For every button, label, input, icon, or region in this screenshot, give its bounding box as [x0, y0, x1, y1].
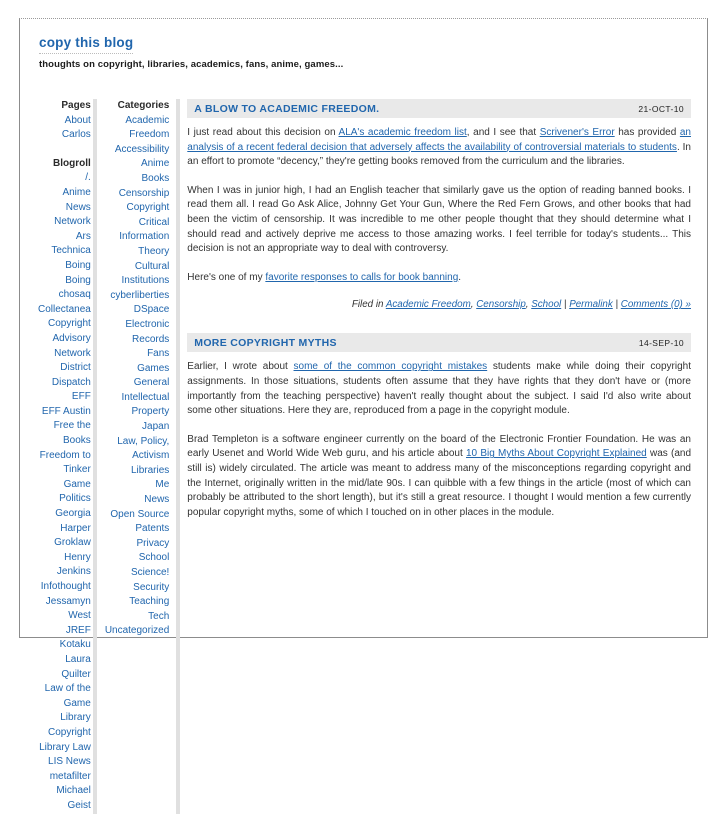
post-date: 21-OCT-10	[638, 104, 684, 114]
inline-link[interactable]: favorite responses to calls for book banning	[265, 271, 459, 283]
sidebar-link[interactable]: Jessamyn West	[45, 595, 91, 622]
sidebar-link[interactable]: Infothought	[40, 581, 91, 592]
text-run: Filed in	[351, 299, 386, 311]
sidebar-link[interactable]: Freedom to Tinker	[39, 449, 91, 476]
sidebar-link[interactable]: About Carlos	[61, 114, 91, 141]
blog-header	[20, 19, 707, 70]
sidebar-heading-pages: Pages	[61, 100, 91, 111]
text-run: .	[458, 271, 462, 283]
sidebar-link[interactable]: Free the Books	[53, 420, 91, 447]
sidebar-link[interactable]: Collectanea	[38, 303, 91, 315]
category-link[interactable]: Open Source	[110, 508, 170, 520]
category-link[interactable]: Games	[137, 362, 170, 374]
category-link[interactable]: Censorship	[118, 187, 170, 199]
category-link[interactable]: cyberliberties	[110, 289, 170, 301]
text-run: When I was in junior high, I had an English teacher that similarly gave us the option of reading banned books. I read them all. I read Go Ask Alice, Johnny Get Your Gun, Where the Red Fern Grows, and other books that had been the victim of censorship. It was incredible to me other people thought that they should determine what I should read and actively deprive me access to those amazing works. I feel terrible for today's students... This decision is not an appropriate way to deal with controversy.	[187, 184, 691, 255]
sidebar-link[interactable]: Law of the Game	[44, 683, 91, 709]
post-paragraph	[187, 126, 691, 170]
category-link[interactable]: Academic Freedom	[125, 114, 170, 141]
category-link[interactable]: News	[144, 494, 170, 506]
text-run: ,	[525, 299, 532, 311]
inline-link[interactable]: some of the common copyright mistakes	[293, 361, 488, 373]
sidebar-link[interactable]: chosaq	[58, 289, 91, 301]
text-run: students make while doing their copyright assignments. In those situations, students often assume that they have rights that they don't have or (more importantly from the teaching perspective) haven't really thought about the subject. I said I'd also write about some other situations. Here they are, reproduced from a page in the copyright module.	[187, 361, 691, 417]
category-link[interactable]: Libraries	[130, 464, 170, 476]
category-link[interactable]: Copyright	[126, 202, 170, 214]
column-separator	[93, 99, 97, 814]
blog-post	[187, 333, 691, 520]
sidebar-categories-column	[105, 99, 169, 814]
category-link[interactable]: Uncategorized	[104, 625, 170, 637]
column-separator	[176, 99, 180, 814]
blog-post	[187, 99, 691, 310]
category-link[interactable]: Cultural Institutions	[121, 260, 170, 287]
category-link[interactable]: Books	[141, 172, 170, 184]
inline-link[interactable]: Censorship	[476, 299, 526, 311]
sidebar-link[interactable]: Anime News Network	[54, 186, 91, 228]
sidebar-link[interactable]: Georgia Harper	[55, 508, 91, 534]
inline-link[interactable]: an analysis of a recent federal decision that adversely affects the availability of controversial materials to students	[187, 127, 691, 153]
inline-link[interactable]: School	[531, 299, 562, 311]
sidebar-link[interactable]: EFF	[71, 391, 91, 403]
text-run: has provided	[614, 127, 680, 138]
text-run: Here's one of my	[187, 271, 266, 283]
category-link[interactable]: Critical Information Theory	[119, 216, 170, 257]
category-link[interactable]: DSpace	[133, 304, 170, 316]
category-link[interactable]: Privacy	[136, 537, 170, 549]
sidebar-heading-blogroll: Blogroll	[53, 157, 91, 169]
sidebar-link[interactable]: Game Politics	[59, 478, 91, 505]
category-link[interactable]: General	[133, 377, 170, 389]
blog-page-container	[19, 18, 708, 811]
post-title-bar	[187, 333, 691, 352]
sidebar-link[interactable]: /.	[85, 172, 91, 184]
post-paragraph	[187, 184, 691, 257]
category-link[interactable]: Security	[133, 581, 170, 593]
sidebar-link[interactable]: Ars Technica	[51, 230, 91, 257]
post-title-link[interactable]: MORE COPYRIGHT MYTHS	[194, 337, 337, 350]
sidebar-link[interactable]: Henry Jenkins	[56, 551, 91, 578]
text-run: ,	[470, 299, 477, 311]
category-link[interactable]: Intellectual Property	[121, 391, 170, 418]
post-date: 14-SEP-10	[638, 338, 684, 349]
text-run: Earlier, I wrote about	[187, 361, 294, 373]
text-run: Brad Templeton is a software engineer currently on the board of the Electronic Frontier Foundation. He was an early Usenet and World Wide Web guru, and his article about	[187, 433, 691, 460]
post-title-bar	[187, 99, 691, 118]
inline-link[interactable]: 10 Big Myths About Copyright Explained	[466, 448, 647, 460]
inline-link[interactable]: Comments (0) »	[620, 299, 691, 311]
three-column-layout	[20, 99, 707, 814]
posts-area	[187, 99, 691, 814]
post-paragraph	[187, 271, 691, 286]
category-link[interactable]: Me	[155, 479, 170, 491]
text-run: , and I see that	[466, 127, 540, 138]
filed-in-line	[187, 299, 691, 310]
sidebar-link[interactable]: EFF Austin	[41, 405, 91, 417]
sidebar-link[interactable]: Groklaw	[54, 537, 91, 549]
inline-link[interactable]: Scrivener's Error	[539, 127, 615, 138]
category-link[interactable]: Science!	[130, 567, 170, 578]
post-paragraph	[187, 360, 691, 418]
sidebar-link[interactable]: Kotaku	[59, 639, 91, 651]
text-run: . In an effort to promote “decency,” they're getting books removed from the curriculum and the libraries.	[187, 141, 691, 168]
category-link[interactable]: Teaching	[129, 596, 170, 608]
sidebar-pages-column	[38, 99, 91, 814]
sidebar-link[interactable]: Boing Boing	[65, 259, 91, 286]
text-run: was (and still is) widely circulated. The article was meant to address many of the misconceptions regarding copyright and the Internet, originally written in the mid/late 90s. I can quibble with a few things in the article (most of which can probably be attributed to the short length), but it's still a great resource. I thought I would mention a few currently popular copyright myths, some of which I touched on in other places in the module.	[187, 448, 692, 518]
category-link[interactable]: Accessibility	[114, 143, 170, 155]
category-link[interactable]: School	[138, 552, 170, 564]
text-run: |	[561, 299, 570, 311]
category-link[interactable]: Fans	[147, 348, 170, 360]
inline-link[interactable]: Permalink	[569, 299, 613, 311]
blog-tagline: thoughts on copyright, libraries, academics, fans, anime, games...	[39, 59, 344, 70]
sidebar-link[interactable]: metafilter	[49, 770, 91, 782]
category-link[interactable]: Anime	[140, 158, 170, 170]
sidebar-heading-categories: Categories	[117, 100, 170, 111]
blog-title-link[interactable]: copy this blog	[39, 35, 133, 54]
sidebar-link[interactable]: Library Law	[39, 741, 91, 753]
category-link[interactable]: Patents	[135, 523, 170, 535]
sidebar-link[interactable]: Library Copyright	[48, 712, 91, 738]
category-link[interactable]: Tech	[148, 610, 170, 622]
category-link[interactable]: Electronic Records	[125, 318, 170, 345]
text-run: |	[612, 299, 621, 311]
post-title-link[interactable]: A BLOW TO ACADEMIC FREEDOM.	[194, 103, 380, 115]
category-link[interactable]: Japan	[142, 421, 170, 433]
category-link[interactable]: Law, Policy, Activism	[117, 435, 170, 462]
sidebar-link[interactable]: JREF	[65, 624, 91, 636]
text-run: I just read about this decision on	[187, 127, 339, 138]
sidebar-link[interactable]: LIS News	[48, 756, 91, 768]
inline-link[interactable]: ALA's academic freedom list	[338, 127, 467, 138]
sidebar-link[interactable]: Laura Quilter	[61, 653, 91, 680]
sidebar-link[interactable]: District Dispatch	[51, 362, 91, 388]
post-paragraph	[187, 433, 691, 521]
sidebar-link[interactable]: Michael Geist	[56, 785, 91, 811]
sidebar-link[interactable]: Copyright Advisory Network	[48, 318, 91, 359]
inline-link[interactable]: Academic Freedom	[385, 299, 471, 311]
group-gap	[38, 143, 91, 157]
